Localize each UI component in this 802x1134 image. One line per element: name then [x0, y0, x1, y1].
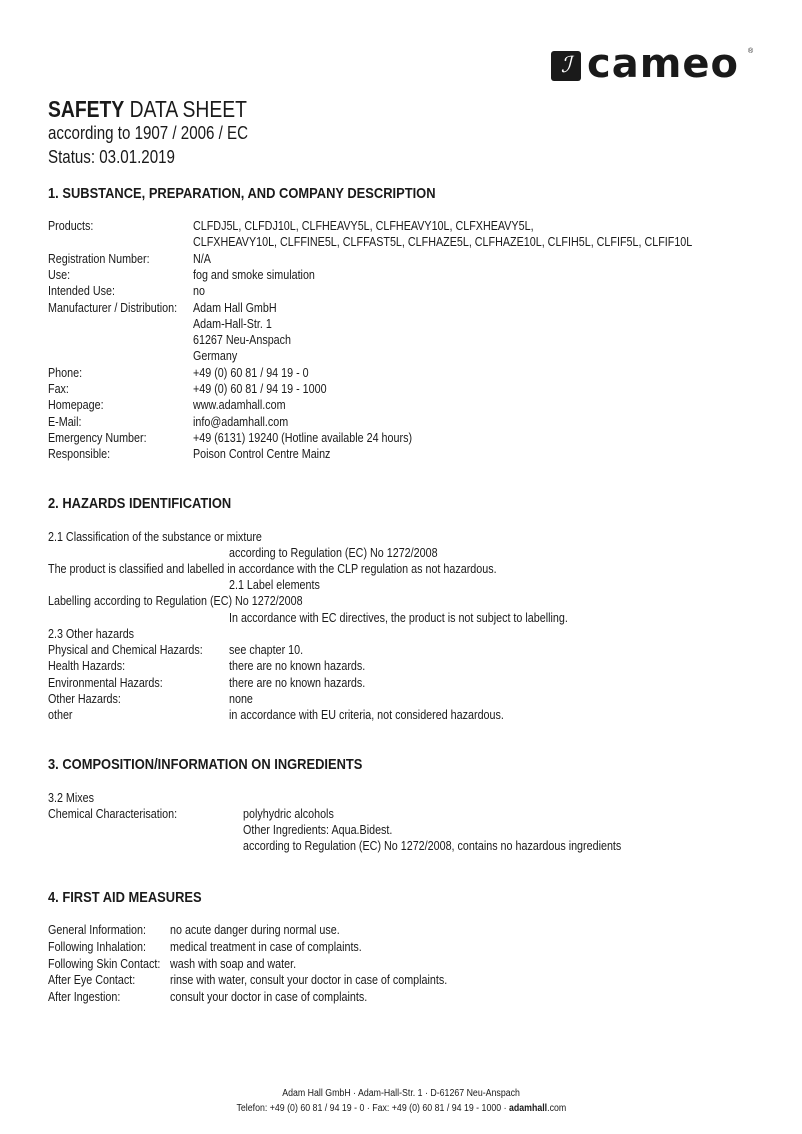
row-value: consult your doctor in case of complaints. [170, 990, 368, 1005]
row-label: Following Inhalation: [48, 939, 147, 954]
row-value: +49 (0) 60 81 / 94 19 - 1000 [193, 382, 327, 396]
row-value: no acute danger during normal use. [170, 923, 340, 937]
registered-mark: ® [748, 48, 754, 55]
section-2-heading: 2. HAZARDS IDENTIFICATION [48, 495, 232, 512]
footer-contact [0, 1101, 802, 1116]
row-value: none [229, 691, 253, 706]
title-bold: SAFETY [48, 96, 125, 122]
row-label: After Ingestion: [48, 990, 121, 1005]
row-value: medical treatment in case of complaints. [170, 939, 362, 954]
row-label: Physical and Chemical Hazards: [48, 643, 203, 657]
regulation-subtitle: according to 1907 / 2006 / EC [48, 123, 249, 143]
row-value: in accordance with EU criteria, not considered hazardous. [229, 708, 504, 723]
footer-phone-fax: Telefon: +49 (0) 60 81 / 94 19 - 0 · Fax: +49 (0) 60 81 / 94 19 - 1000 · [236, 1103, 509, 1114]
row-label: Other Hazards: [48, 691, 121, 706]
row-value: no [193, 284, 205, 299]
row-value: N/A [193, 251, 211, 266]
row-value: CLFXHEAVY10L, CLFFINE5L, CLFFAST5L, CLFHAZE5L, CLFHAZE10L, CLFIH5L, CLFIF5L, CLFIF10L [193, 235, 693, 250]
row-label: Intended Use: [48, 284, 115, 299]
cameo-logo [551, 41, 756, 87]
row-label: Chemical Characterisation: [48, 807, 178, 821]
logo-wordmark: cameo [587, 41, 739, 87]
row-label: Products: [48, 219, 94, 233]
row-value: +49 (6131) 19240 (Hotline available 24 hours) [193, 430, 413, 445]
title-rest: DATA SHEET [129, 96, 247, 122]
row-value: wash with soap and water. [170, 956, 297, 971]
section-4-heading: 4. FIRST AID MEASURES [48, 889, 202, 906]
row-value: www.adamhall.com [193, 398, 286, 413]
row-value: there are no known hazards. [229, 659, 366, 674]
row-label: Homepage: [48, 398, 104, 413]
row-label: Registration Number: [48, 251, 150, 266]
row-label: Emergency Number: [48, 430, 147, 445]
row-value: CLFDJ5L, CLFDJ10L, CLFHEAVY5L, CLFHEAVY10L, CLFXHEAVY5L, [193, 219, 534, 233]
page-title [48, 96, 247, 122]
row-label: E-Mail: [48, 414, 82, 429]
section-1-heading: 1. SUBSTANCE, PREPARATION, AND COMPANY DESCRIPTION [48, 185, 436, 202]
row-value: +49 (0) 60 81 / 94 19 - 0 [193, 365, 309, 380]
row-value: see chapter 10. [229, 643, 304, 657]
status-date: Status: 03.01.2019 [48, 147, 175, 167]
row-value: Adam-Hall-Str. 1 [193, 316, 272, 331]
row-label: Environmental Hazards: [48, 675, 163, 690]
row-value: Poison Control Centre Mainz [193, 447, 331, 462]
footer-website-suffix: .com [546, 1103, 566, 1114]
row-value: rinse with water, consult your doctor in case of complaints. [170, 973, 448, 988]
row-value: Adam Hall GmbH [193, 300, 277, 315]
row-value: polyhydric alcohols [243, 807, 334, 821]
row-label: Manufacturer / Distribution: [48, 300, 178, 315]
section-3-heading: 3. COMPOSITION/INFORMATION ON INGREDIENTS [48, 756, 363, 773]
row-label: After Eye Contact: [48, 973, 136, 988]
row-label: Following Skin Contact: [48, 956, 161, 971]
row-value: 61267 Neu-Anspach [193, 333, 292, 348]
row-label: other [48, 708, 73, 723]
row-label: Fax: [48, 382, 69, 396]
cameo-signature-icon: ℐ [551, 51, 581, 81]
footer-website-bold: adamhall [508, 1103, 547, 1114]
footer-address: Adam Hall GmbH · Adam-Hall-Str. 1 · D-61267 Neu-Anspach [282, 1088, 520, 1099]
row-label: General Information: [48, 923, 146, 937]
row-label: Responsible: [48, 447, 111, 462]
row-label: Use: [48, 267, 71, 282]
row-label: Health Hazards: [48, 659, 126, 674]
row-value: info@adamhall.com [193, 414, 289, 429]
row-label: Phone: [48, 365, 83, 380]
row-value: there are no known hazards. [229, 675, 366, 690]
row-value: fog and smoke simulation [193, 267, 315, 282]
row-value: Germany [193, 349, 238, 364]
